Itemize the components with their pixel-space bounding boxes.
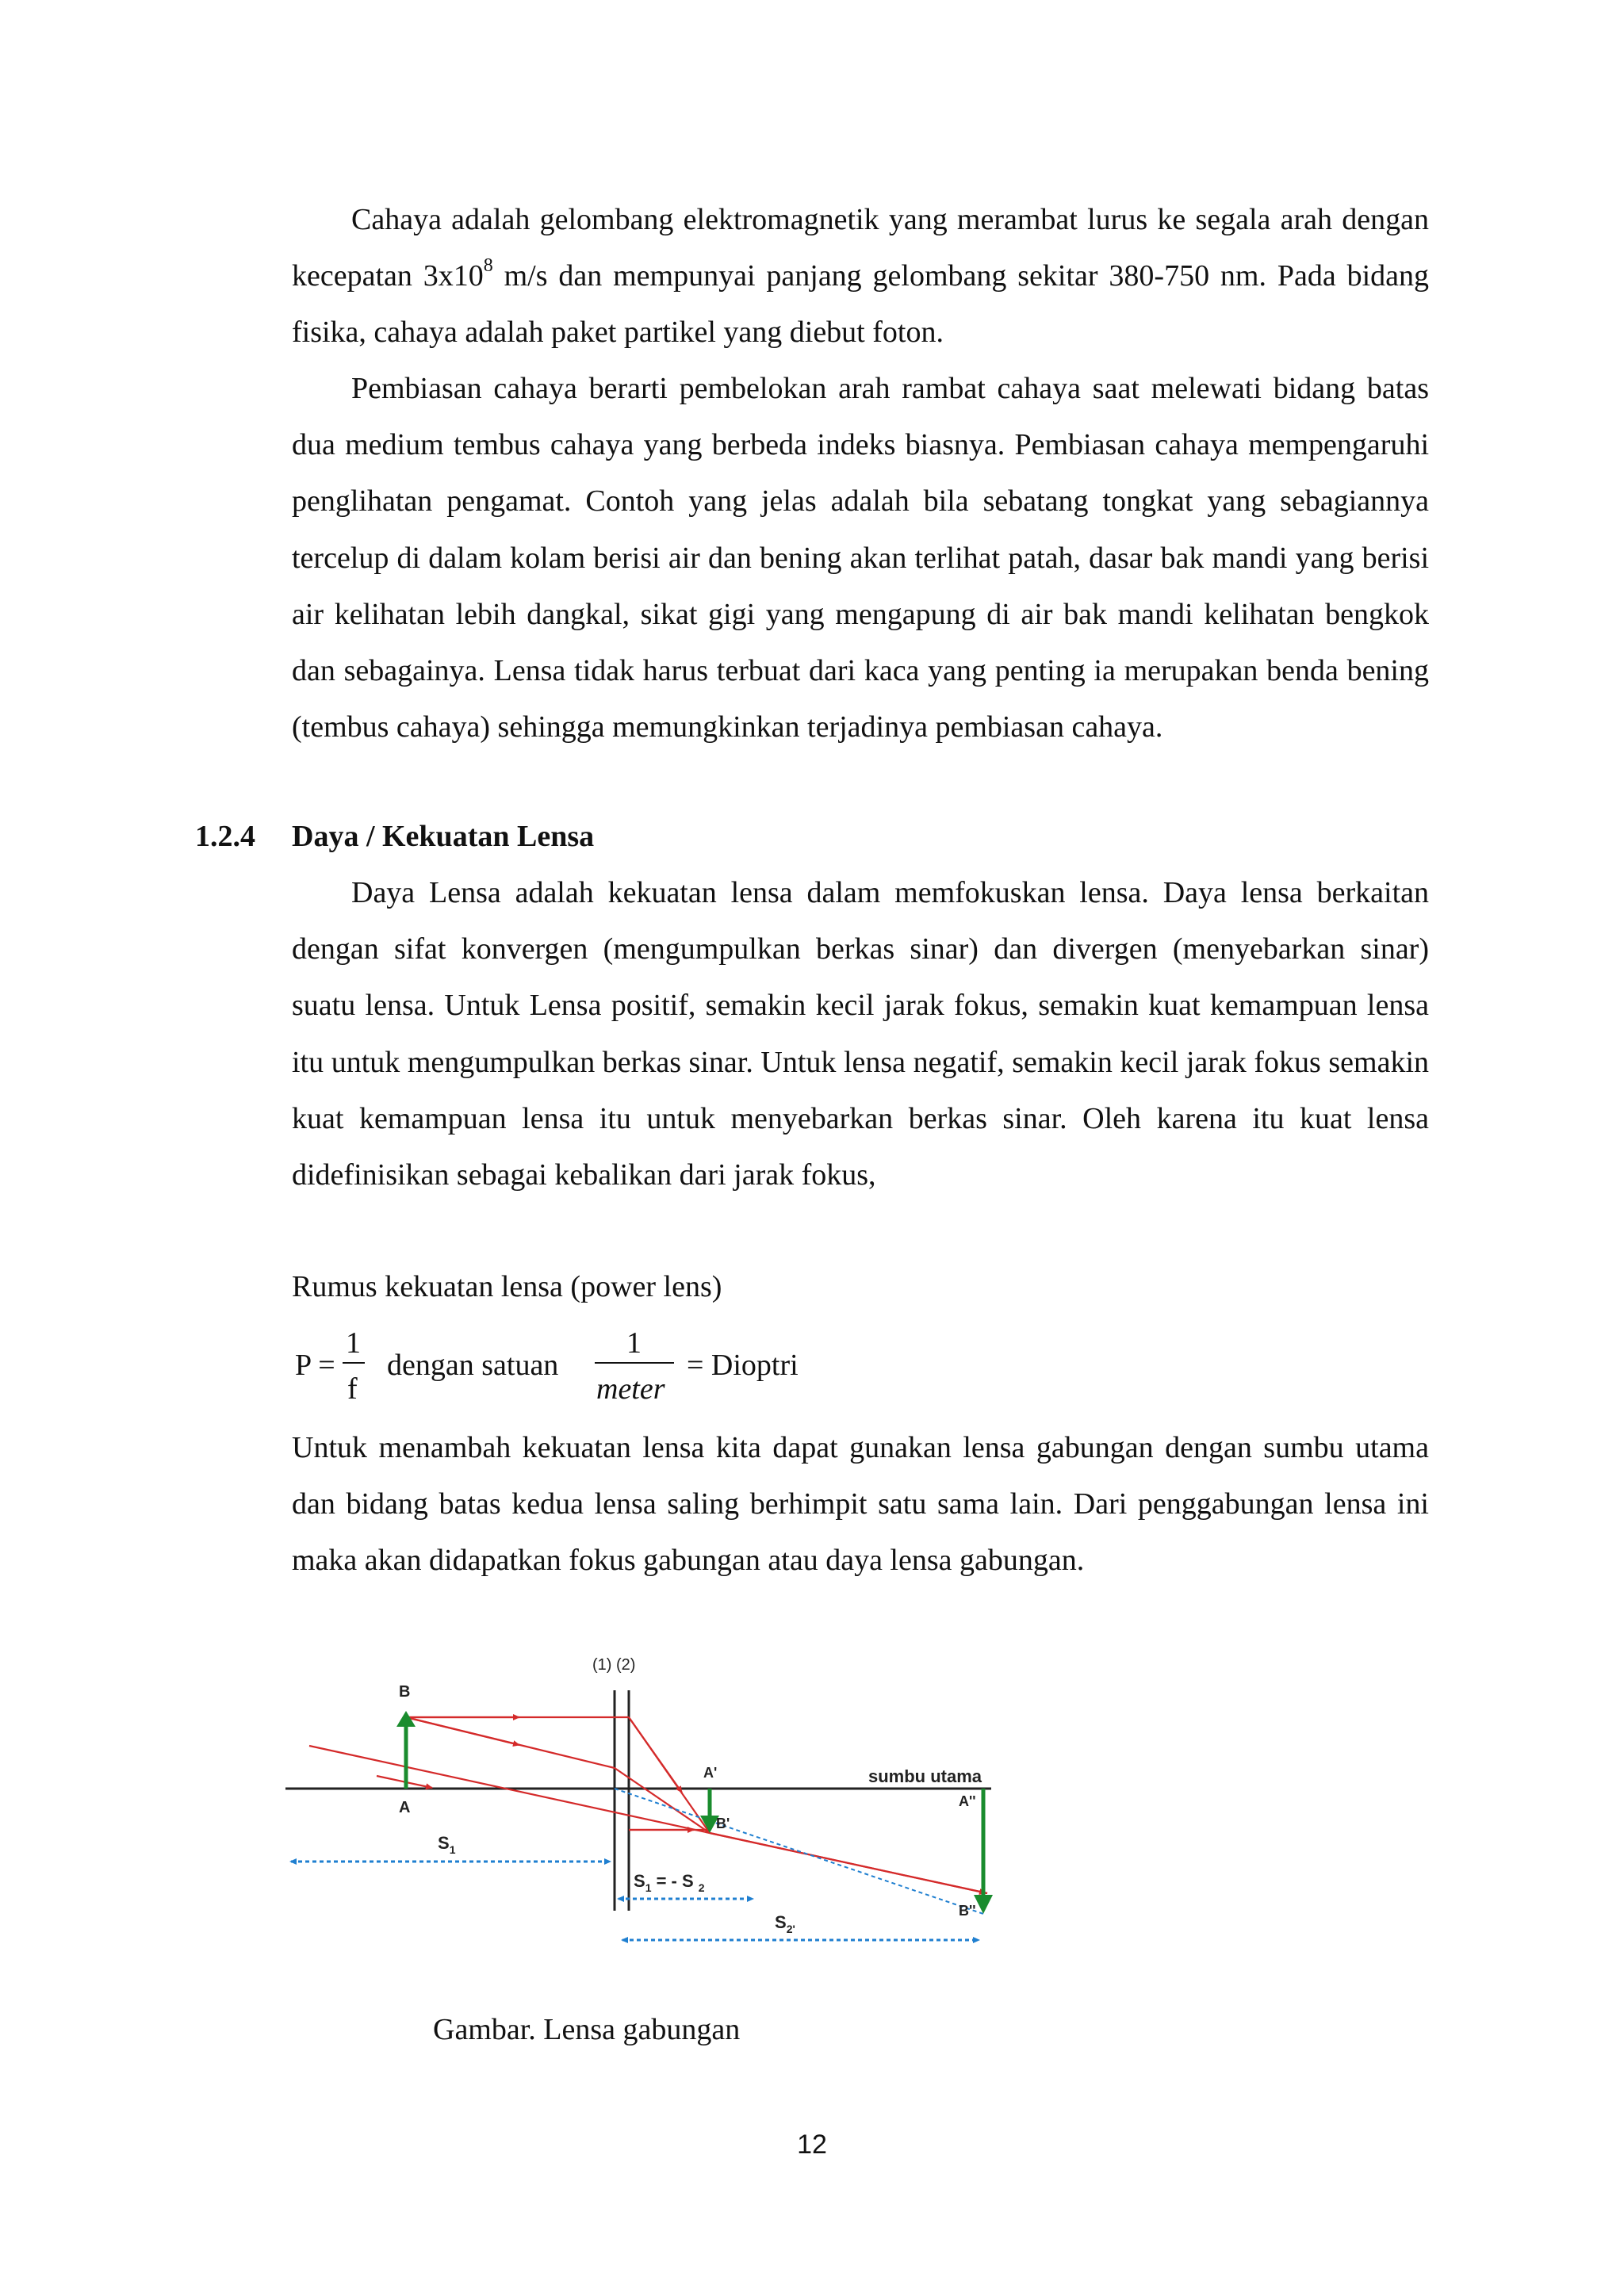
- combined-lens-diagram: [282, 1641, 995, 1958]
- lens-labels: (1) (2): [592, 1656, 636, 1674]
- ray-oblique-arrow: [406, 1717, 519, 1745]
- superscript-exponent: 8: [483, 255, 493, 277]
- label-B-prime: B': [716, 1816, 730, 1831]
- paragraph-lens-power: Daya Lensa adalah kekuatan lensa dalam memfokuskan lensa. Daya lensa berkaitan dengan sifat konvergen (mengumpulkan berkas sinar) dan divergen (menyebarkan sinar) suatu lensa. Untuk Lensa positif, semakin kecil jarak fokus, semakin kuat kemampuan lensa itu untuk mengumpulkan berkas sinar. Untuk lensa negatif, semakin kecil jarak fokus semakin kuat kemampuan lensa itu untuk menyebarkan berkas sinar. Oleh karena itu kuat lensa didefinisikan sebagai kebalikan dari jarak fokus,: [292, 876, 1429, 1192]
- label-s1-equals-minus-s2: $S_1$ = - S $_2$: [634, 1871, 705, 1894]
- fraction-bar-1: [343, 1362, 365, 1364]
- formula-denominator-2: meter: [596, 1372, 665, 1406]
- paragraph-light-definition: Cahaya adalah gelombang elektromagnetik yang merambat lurus ke segala arah dengan kecepatan $3x10^8$ m/s dan mempunyai panjang gelombang sekitar 380-750 nm. Pada bidang fisika, cahaya adalah paket partikel yang diebut foton.: [292, 203, 1430, 350]
- label-A-prime: A': [703, 1765, 718, 1781]
- fraction-bar-2: [595, 1362, 674, 1364]
- label-B: B: [399, 1683, 411, 1701]
- formula-rhs: = Dioptri: [687, 1349, 799, 1382]
- paragraph-combined-lens: Untuk menambah kekuatan lensa kita dapat gunakan lensa gabungan dengan sumbu utama dan bidang batas kedua lensa saling berhimpit satu sama lain. Dari penggabungan lensa ini maka akan didapatkan fokus gabungan atau daya lensa gabungan.: [292, 1431, 1429, 1578]
- formula-numerator-2: 1: [626, 1326, 642, 1360]
- label-A: A: [399, 1799, 411, 1816]
- ray-refracted-arrow: [629, 1717, 682, 1793]
- section-title: Daya / Kekuatan Lensa: [292, 820, 595, 853]
- ray-final: [710, 1833, 987, 1893]
- figure-caption: Gambar. Lensa gabungan: [433, 2013, 741, 2046]
- auxiliary-dashed-line: [615, 1789, 983, 1914]
- formula-denominator-1: f: [347, 1372, 358, 1406]
- label-B-double-prime: B'': [959, 1903, 976, 1919]
- formula-intro: Rumus kekuatan lensa (power lens): [292, 1270, 722, 1303]
- page-number: 12: [797, 2130, 827, 2160]
- label-s2: $S_{2'}$: [775, 1912, 795, 1935]
- axis-label: sumbu utama: [868, 1766, 982, 1786]
- formula-middle-text: dengan satuan: [387, 1349, 559, 1382]
- section-number: 1.2.4: [195, 820, 255, 853]
- formula-lhs: P =: [295, 1349, 335, 1382]
- label-A-double-prime: A'': [959, 1793, 976, 1809]
- paragraph-refraction: Pembiasan cahaya berarti pembelokan arah rambat cahaya saat melewati bidang batas dua medium tembus cahaya yang berbeda indeks biasnya. Pembiasan cahaya mempengaruhi penglihatan pengamat. Contoh yang jelas adalah bila sebatang tongkat yang sebagiannya tercelup di dalam kolam berisi air dan bening akan terlihat patah, dasar bak mandi yang berisi air kelihatan lebih dangkal, sikat gigi yang mengapung di air bak mandi kelihatan bengkok dan sebagainya. Lensa tidak harus terbuat dari kaca yang penting ia merupakan benda bening (tembus cahaya) sehingga memungkinkan terjadinya pembiasan cahaya.: [292, 372, 1429, 744]
- light-rays: [309, 1717, 987, 1893]
- label-s1: $S_1$: [438, 1833, 456, 1856]
- formula-numerator-1: 1: [346, 1326, 361, 1360]
